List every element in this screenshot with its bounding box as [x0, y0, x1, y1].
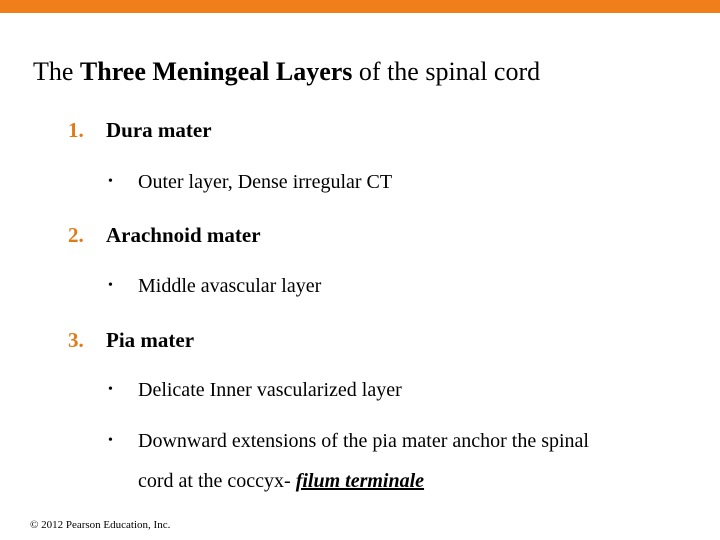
top-accent-bar [0, 0, 720, 13]
title-suffix: of the spinal cord [352, 57, 541, 86]
filum-terminale-term: filum terminale [295, 470, 425, 492]
list-number: 1. [68, 118, 84, 142]
list-number: 2. [68, 223, 84, 247]
bullet-item [108, 274, 321, 298]
list-item-arachnoid-mater [68, 222, 261, 248]
bullet-icon: • [108, 382, 113, 397]
title-emphasis: Three Meningeal Layers [79, 57, 353, 86]
title-prefix: The [33, 57, 80, 86]
bullet-item [108, 170, 392, 194]
bullet-continuation [138, 469, 424, 493]
bullet-text: Delicate Inner vascularized layer [138, 379, 402, 401]
bullet-icon: • [108, 278, 113, 293]
list-item-label: Pia mater [106, 328, 195, 352]
copyright-footer: © 2012 Pearson Education, Inc. [30, 519, 171, 531]
bullet-icon: • [108, 174, 113, 189]
list-item-dura-mater [68, 117, 212, 143]
continuation-text: cord at the coccyx- [138, 470, 296, 492]
bullet-item [108, 378, 402, 402]
list-item-label: Arachnoid mater [106, 223, 261, 247]
bullet-text: Downward extensions of the pia mater anchor the spinal [138, 430, 589, 452]
list-number: 3. [68, 328, 84, 352]
list-item-label: Dura mater [106, 118, 212, 142]
bullet-icon: • [108, 433, 113, 448]
slide-title [33, 55, 540, 89]
bullet-item [108, 429, 589, 453]
bullet-text: Middle avascular layer [138, 275, 322, 297]
list-item-pia-mater [68, 327, 194, 353]
bullet-text: Outer layer, Dense irregular CT [138, 171, 393, 193]
